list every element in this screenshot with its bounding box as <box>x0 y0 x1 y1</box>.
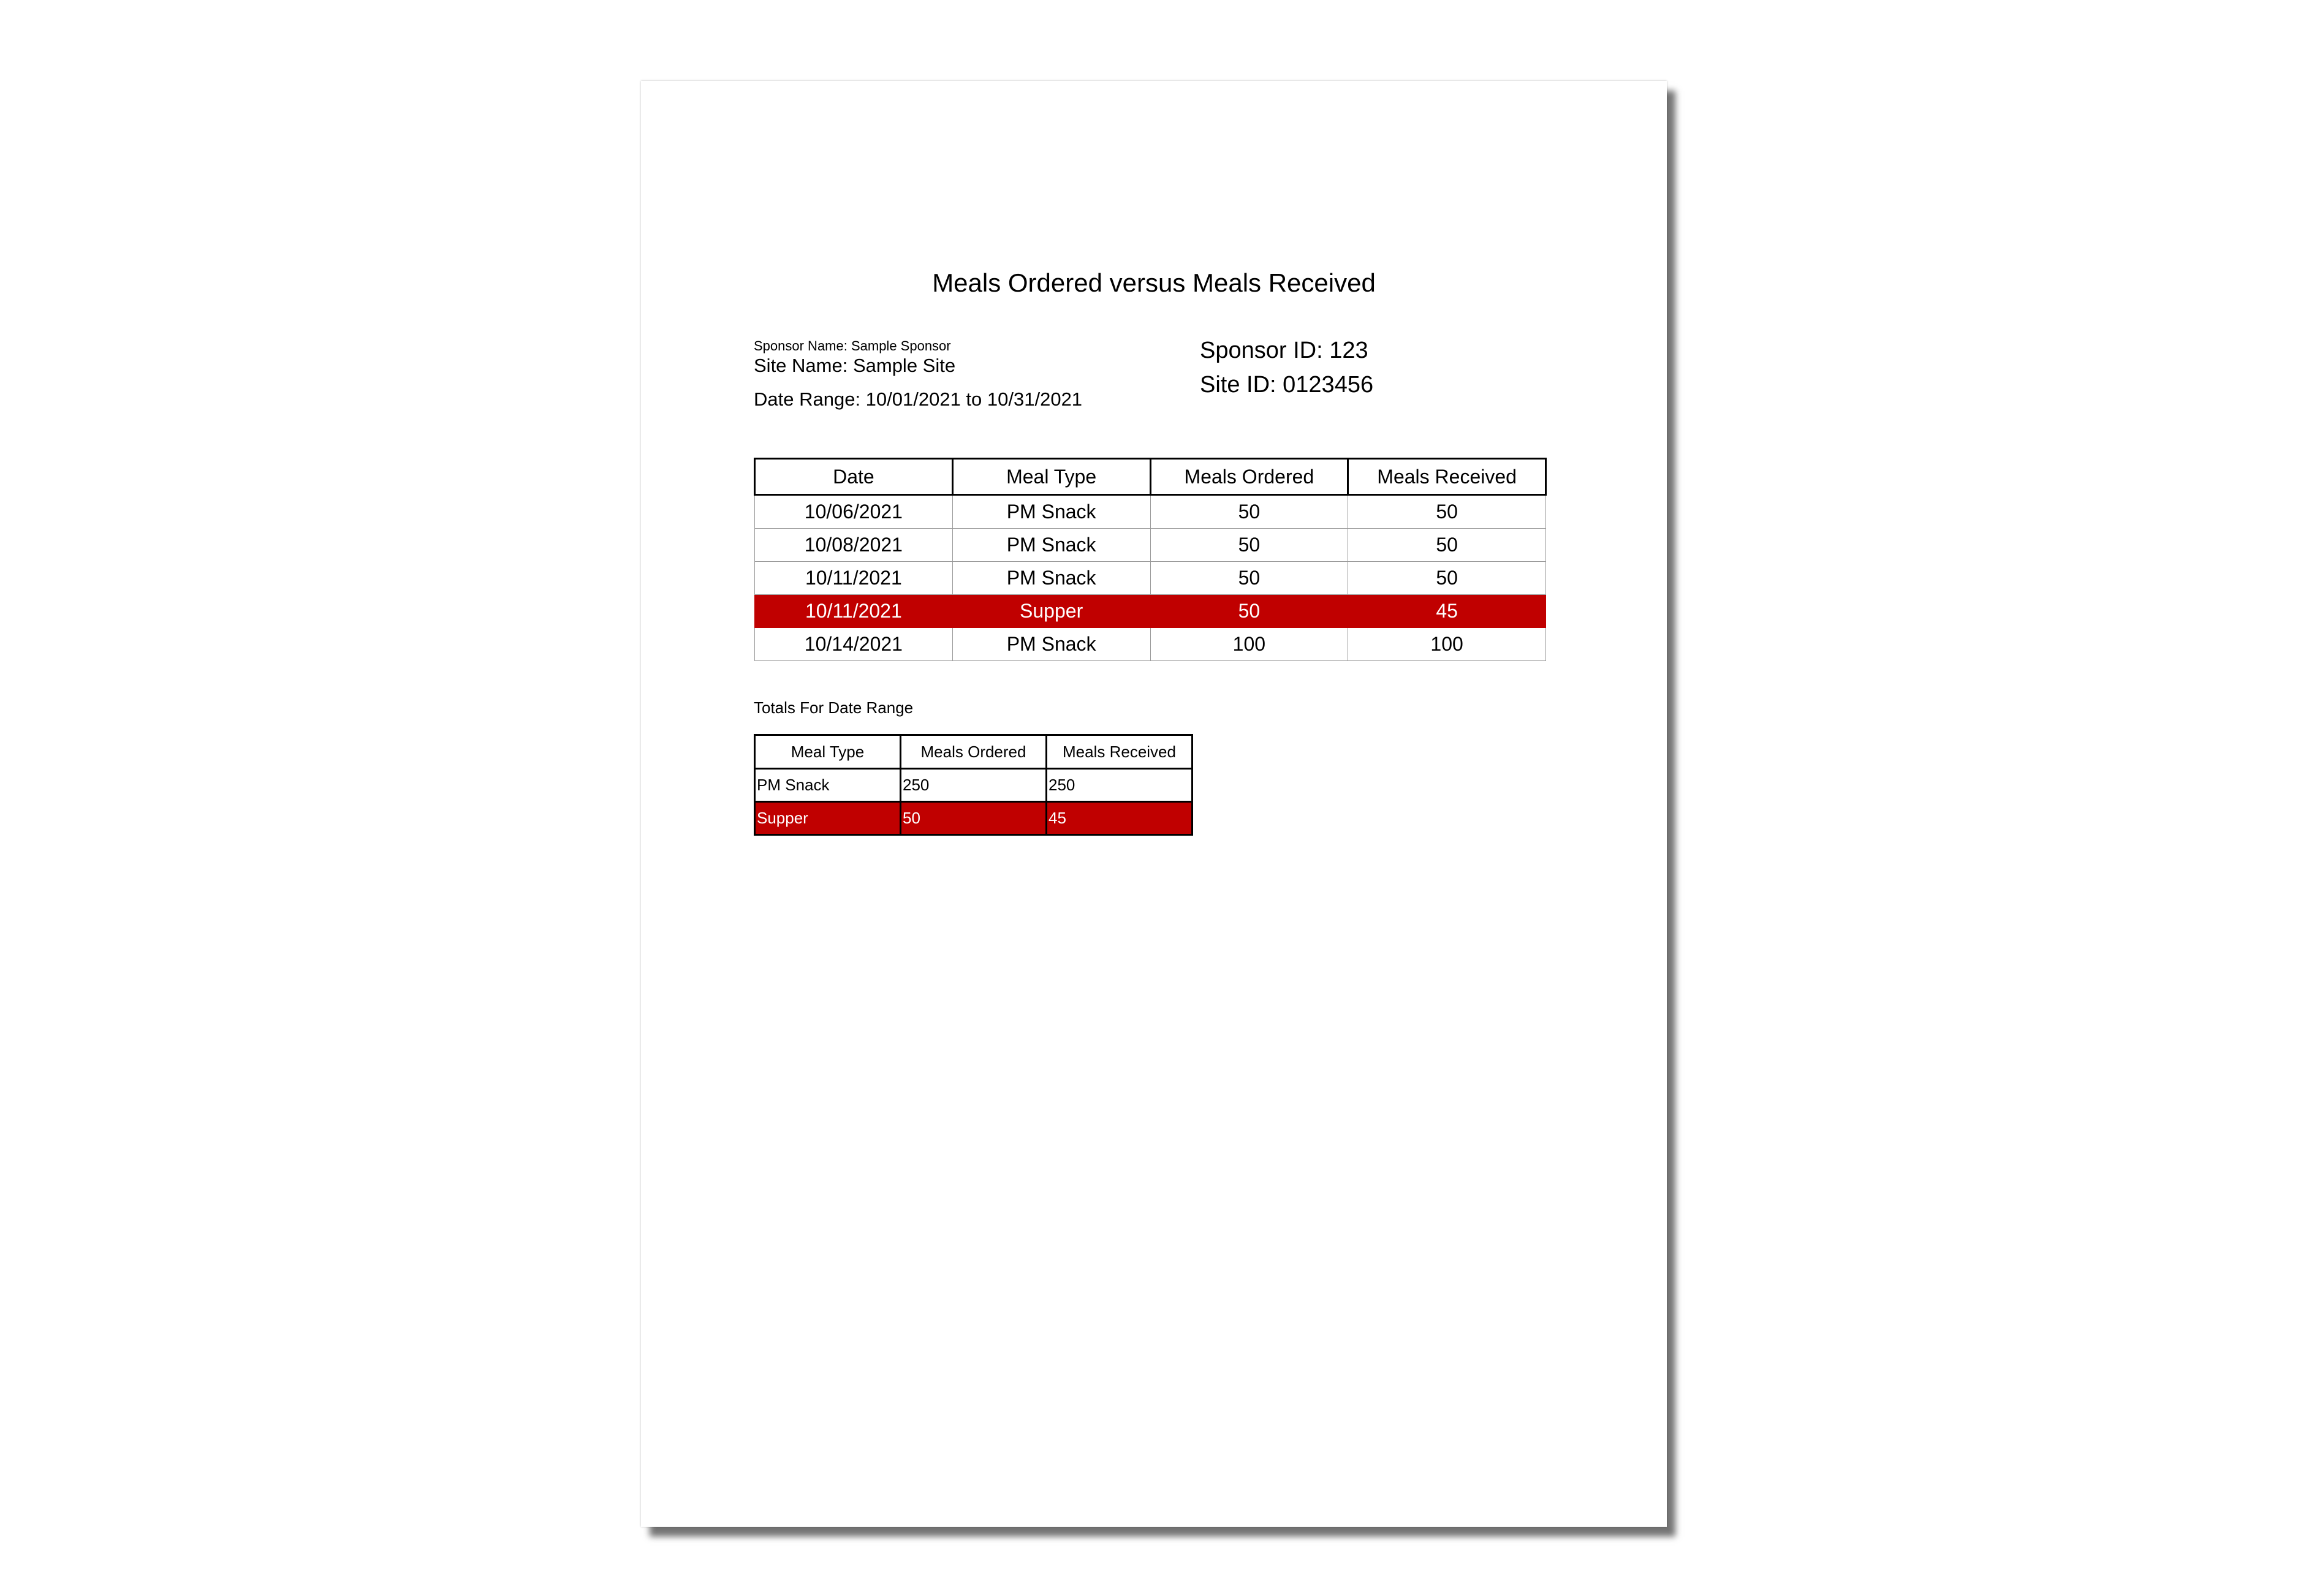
table-row <box>755 495 1546 529</box>
totals-header-meal-type: Meal Type <box>755 735 901 769</box>
report-page <box>641 81 1667 1527</box>
totals-label: Totals For Date Range <box>754 698 914 717</box>
cell-meal-type: PM Snack <box>952 529 1150 562</box>
cell-meals-received: 45 <box>1348 595 1546 628</box>
column-header-date: Date <box>755 459 953 495</box>
cell-meals-received: 50 <box>1348 562 1546 595</box>
totals-row <box>755 802 1193 835</box>
sponsor-name: Sponsor Name: Sample Sponsor <box>754 338 951 354</box>
site-name: Site Name: Sample Site <box>754 355 956 376</box>
cell-meals-ordered: 50 <box>1150 562 1348 595</box>
cell-date: 10/11/2021 <box>755 562 953 595</box>
cell-meals-received: 50 <box>1348 495 1546 529</box>
cell-meal-type: PM Snack <box>952 562 1150 595</box>
column-header-meal-type: Meal Type <box>952 459 1150 495</box>
site-id: Site ID: 0123456 <box>1200 372 1374 398</box>
table-row <box>755 562 1546 595</box>
table-row <box>755 628 1546 661</box>
cell-meal-type: Supper <box>952 595 1150 628</box>
cell-date: 10/08/2021 <box>755 529 953 562</box>
cell-meals-received: 50 <box>1348 529 1546 562</box>
column-header-meals-ordered: Meals Ordered <box>1150 459 1348 495</box>
meals-table-header-row <box>755 459 1546 495</box>
cell-meal-type: PM Snack <box>952 628 1150 661</box>
sponsor-id: Sponsor ID: 123 <box>1200 338 1368 363</box>
cell-meals-ordered: 50 <box>1150 495 1348 529</box>
totals-cell-meals-ordered: 250 <box>901 769 1047 802</box>
cell-date: 10/14/2021 <box>755 628 953 661</box>
date-range: Date Range: 10/01/2021 to 10/31/2021 <box>754 388 1083 410</box>
totals-header-meals-ordered: Meals Ordered <box>901 735 1047 769</box>
totals-header-meals-received: Meals Received <box>1047 735 1193 769</box>
cell-date: 10/11/2021 <box>755 595 953 628</box>
cell-meal-type: PM Snack <box>952 495 1150 529</box>
totals-cell-meals-received: 250 <box>1047 769 1193 802</box>
cell-date: 10/06/2021 <box>755 495 953 529</box>
totals-cell-meal-type: Supper <box>755 802 901 835</box>
totals-row <box>755 769 1193 802</box>
cell-meals-ordered: 100 <box>1150 628 1348 661</box>
report-title: Meals Ordered versus Meals Received <box>932 268 1376 297</box>
table-row <box>755 529 1546 562</box>
column-header-meals-received: Meals Received <box>1348 459 1546 495</box>
cell-meals-ordered: 50 <box>1150 595 1348 628</box>
cell-meals-ordered: 50 <box>1150 529 1348 562</box>
totals-table-header-row <box>755 735 1193 769</box>
totals-cell-meals-received: 45 <box>1047 802 1193 835</box>
totals-cell-meals-ordered: 50 <box>901 802 1047 835</box>
meals-table <box>754 458 1547 661</box>
totals-cell-meal-type: PM Snack <box>755 769 901 802</box>
totals-table <box>754 734 1193 836</box>
cell-meals-received: 100 <box>1348 628 1546 661</box>
table-row <box>755 595 1546 628</box>
